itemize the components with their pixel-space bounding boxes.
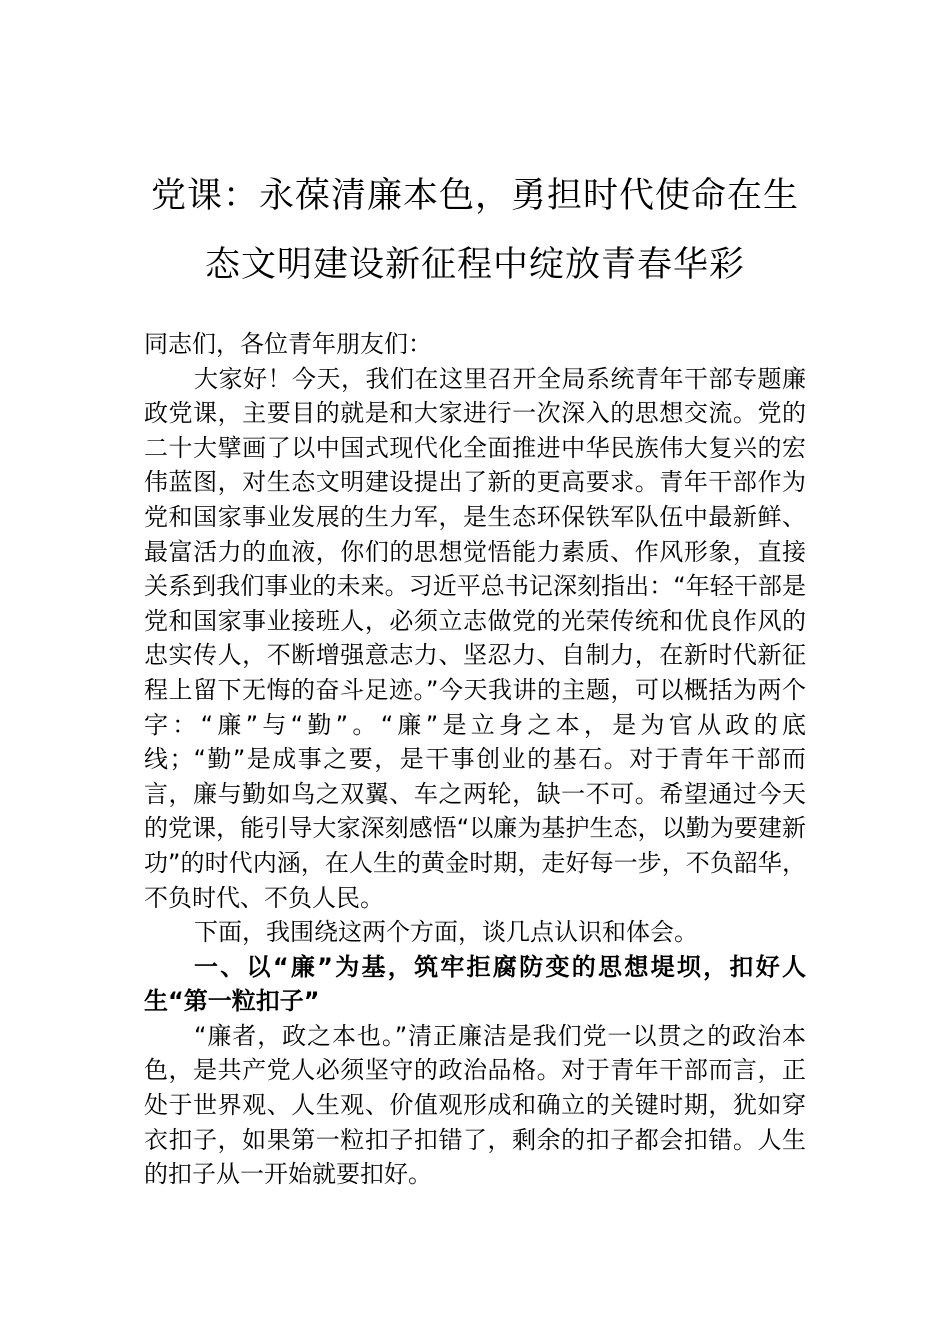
section-1-paragraph: “廉者，政之本也。”清正廉洁是我们党一以贯之的政治本色，是共产党人必须坚守的政治品格。对于青年干部而言，正处于世界观、人生观、价值观形成和确立的关键时期，犹如穿衣扣子，如果第一粒扣子扣错了，剩余的扣子都会扣错。人生的扣子从一开始就要扣好。 [144,1021,806,1189]
document-body [144,327,806,1192]
salutation: 同志们，各位青年朋友们： [144,330,432,358]
section-1-heading: 一、以“廉”为基，筑牢拒腐防变的思想堤坝，扣好人生“第一粒扣子” [144,952,806,1016]
title-line-2: 态文明建设新征程中绽放青春华彩 [204,245,745,285]
document-title [130,162,820,300]
title-line-1: 党课：永葆清廉本色，勇担时代使命在生 [150,176,799,216]
transition-paragraph: 下面，我围绕这两个方面，谈几点认识和体会。 [194,918,698,947]
opening-paragraph: 大家好！今天，我们在这里召开全局系统青年干部专题廉政党课，主要目的就是和大家进行一次深入的思想交流。党的二十大擘画了以中国式现代化全面推进中华民族伟大复兴的宏伟蓝图，对生态文明建设提出了新的更高要求。青年干部作为党和国家事业发展的生力军，是生态环保铁军队伍中最新鲜、最富活力的血液，你们的思想觉悟能力素质、作风形象，直接关系到我们事业的未来。习近平总书记深刻指出：“年轻干部是党和国家事业接班人，必须立志做党的光荣传统和优良作风的忠实传人，不断增强意志力、坚忍力、自制力，在新时代新征程上留下无悔的奋斗足迹。”今天我讲的主题，可以概括为两个字：“廉”与“勤”。“廉”是立身之本，是为官从政的底线；“勤”是成事之要，是干事创业的基石。对于青年干部而言，廉与勤如鸟之双翼、车之两轮，缺一不可。希望通过今天的党课，能引导大家深刻感悟“以廉为基护生态，以勤为要建新功”的时代内涵，在人生的黄金时期，走好每一步，不负韶华，不负时代、不负人民。 [144,364,806,912]
